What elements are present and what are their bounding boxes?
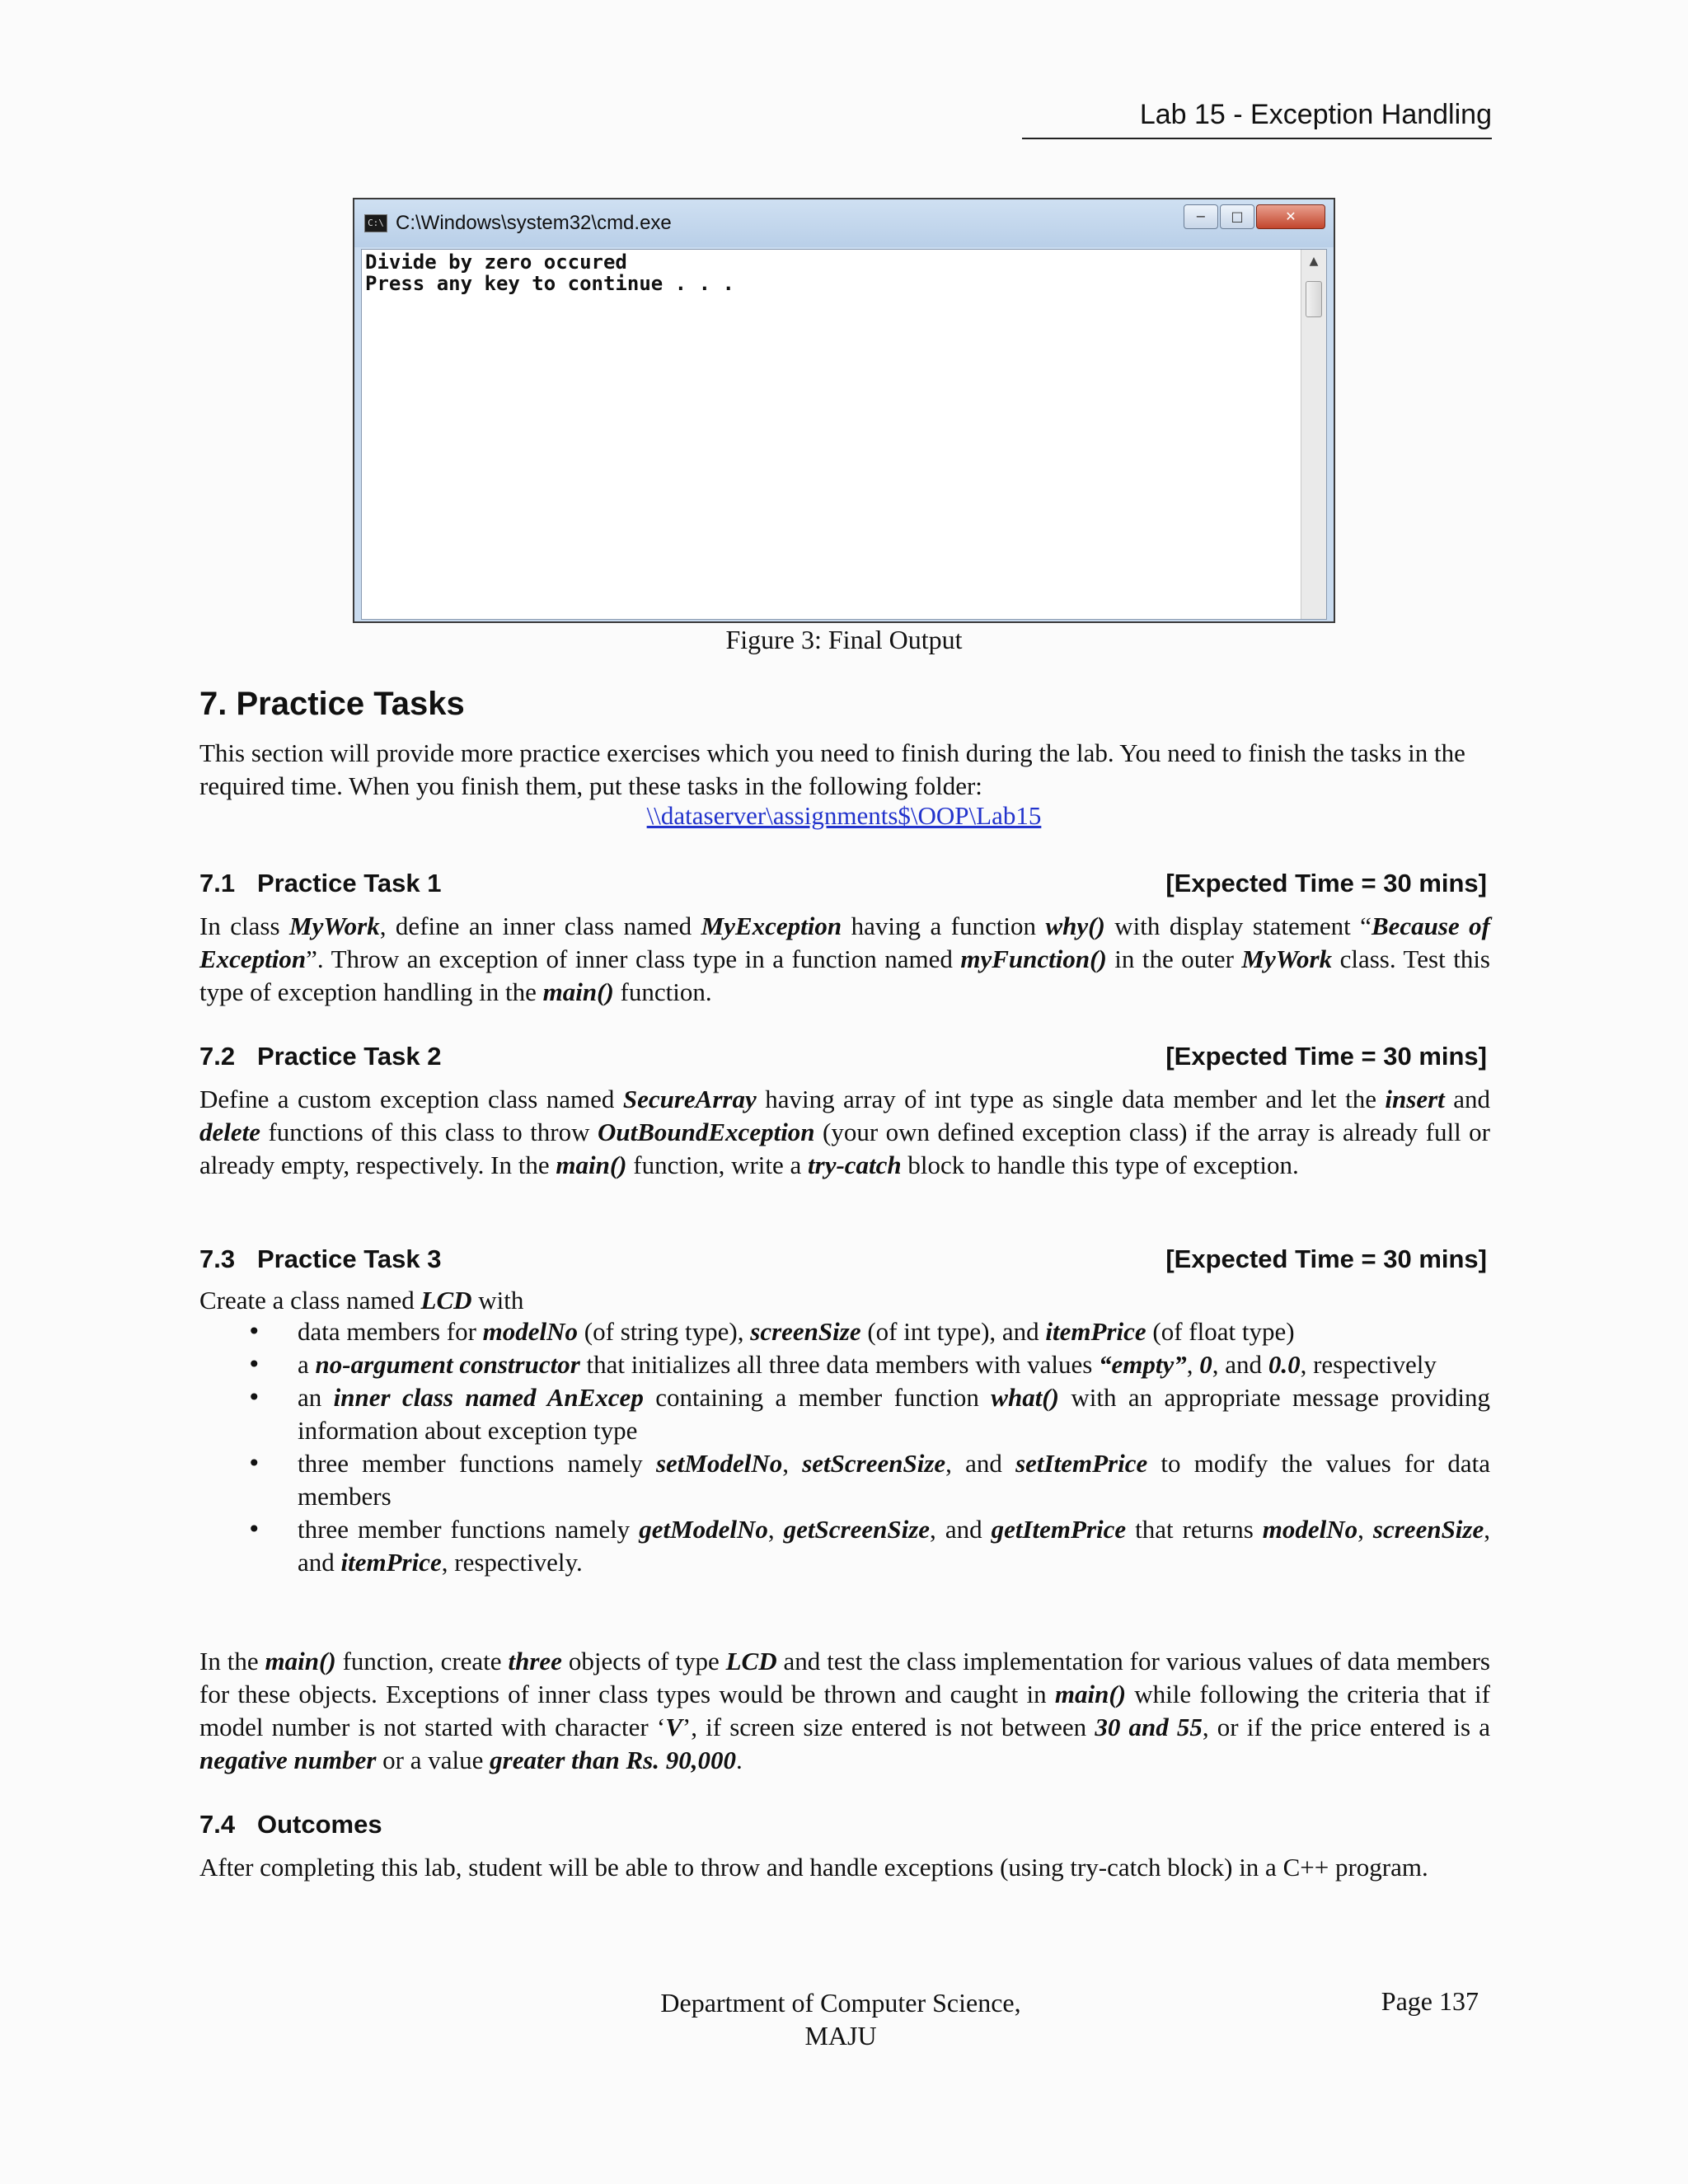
list-item: • three member functions namely getModelNo, getScreenSize, and getItemPrice that returns modelNo, screenSize, and itemPrice, respectively. <box>199 1513 1490 1579</box>
task2-title: Practice Task 2 <box>257 1042 442 1071</box>
footer-dept-line2: MAJU <box>804 2021 877 2050</box>
task1-title: Practice Task 1 <box>257 869 442 898</box>
minimize-icon: − <box>1184 204 1218 229</box>
task3-title: Practice Task 3 <box>257 1244 442 1273</box>
maximize-icon: □ <box>1220 204 1254 229</box>
list-item: • a no-argument constructor that initializes all three data members with values “empty”, 0, and 0.0, respectively <box>199 1348 1490 1381</box>
console-window-screenshot <box>353 198 1335 623</box>
task2-number: 7.2 <box>199 1042 236 1071</box>
window-titlebar <box>354 199 1334 247</box>
cmd-icon: C:\ <box>364 214 387 232</box>
outcomes-title: Outcomes <box>257 1810 382 1839</box>
task3-number: 7.3 <box>199 1244 236 1273</box>
task1-heading <box>199 869 1487 898</box>
section-heading: 7. Practice Tasks <box>199 686 465 722</box>
task3-intro: Create a class named LCD with <box>199 1286 524 1315</box>
scroll-up-arrow-icon: ▲ <box>1309 255 1319 268</box>
section-intro: This section will provide more practice exercises which you need to finish during the lab. You need to finish the tasks in the required time. When you finish them, put these tasks in the following folder: <box>199 738 1465 800</box>
outcomes-heading <box>199 1810 1487 1840</box>
task3-time: [Expected Time = 30 mins] <box>1165 1244 1487 1273</box>
window-title: C:\Windows\system32\cmd.exe <box>396 212 672 234</box>
task3-closing: In the main() function, create three objects of type LCD and test the class implementation for various values of data members for these objects. Exceptions of inner class types would be thrown and caught in main() while following the criteria that if model number is not started with character ‘V’, if screen size entered is not between 30 and 55, or if the price entered is a negative number or a value greater than Rs. 90,000. <box>199 1647 1490 1774</box>
console-output-area <box>361 249 1327 620</box>
figure-caption: Figure 3: Final Output <box>725 625 963 654</box>
console-line-1: Divide by zero occured <box>365 251 627 274</box>
task2-heading <box>199 1042 1487 1071</box>
footer-department <box>511 1986 1170 2052</box>
running-header: Lab 15 - Exception Handling <box>1022 99 1492 139</box>
list-item: • three member functions namely setModelNo, setScreenSize, and setItemPrice to modify the values for data members <box>199 1447 1490 1513</box>
task1-number: 7.1 <box>199 869 236 898</box>
scroll-thumb <box>1306 281 1322 317</box>
task2-time: [Expected Time = 30 mins] <box>1165 1042 1487 1071</box>
task1-time: [Expected Time = 30 mins] <box>1165 869 1487 898</box>
outcomes-number: 7.4 <box>199 1810 236 1839</box>
footer-dept-line1: Department of Computer Science, <box>660 1988 1021 2018</box>
list-item: • data members for modelNo (of string type), screenSize (of int type), and itemPrice (of float type) <box>199 1315 1490 1348</box>
outcomes-text: After completing this lab, student will be able to throw and handle exceptions (using try-catch block) in a C++ program. <box>199 1853 1428 1882</box>
scrollbar <box>1301 250 1326 619</box>
task3-heading <box>199 1244 1487 1274</box>
list-item: • an inner class named AnExcep containing a member function what() with an appropriate message providing information about exception type <box>199 1381 1490 1447</box>
task1-body: In class MyWork, define an inner class named MyException having a function why() with display statement “Because of Exception”. Throw an exception of inner class type in a function named myFunction() in the outer MyWork class. Test this type of exception handling in the main() function. <box>199 912 1490 1006</box>
task3-requirements-list <box>199 1315 1490 1579</box>
close-icon: ✕ <box>1256 204 1325 229</box>
folder-link[interactable]: \\dataserver\assignments$\OOP\Lab15 <box>646 801 1042 830</box>
task2-body: Define a custom exception class named SecureArray having array of int type as single data member and let the insert and delete functions of this class to throw OutBoundException (your own defined exception class) if the array is already full or already empty, respectively. In the main() function, write a try-catch block to handle this type of exception. <box>199 1085 1491 1179</box>
window-controls <box>1182 204 1325 229</box>
page-number: Page 137 <box>1381 1986 1479 2016</box>
console-line-2: Press any key to continue . . . <box>365 272 734 295</box>
